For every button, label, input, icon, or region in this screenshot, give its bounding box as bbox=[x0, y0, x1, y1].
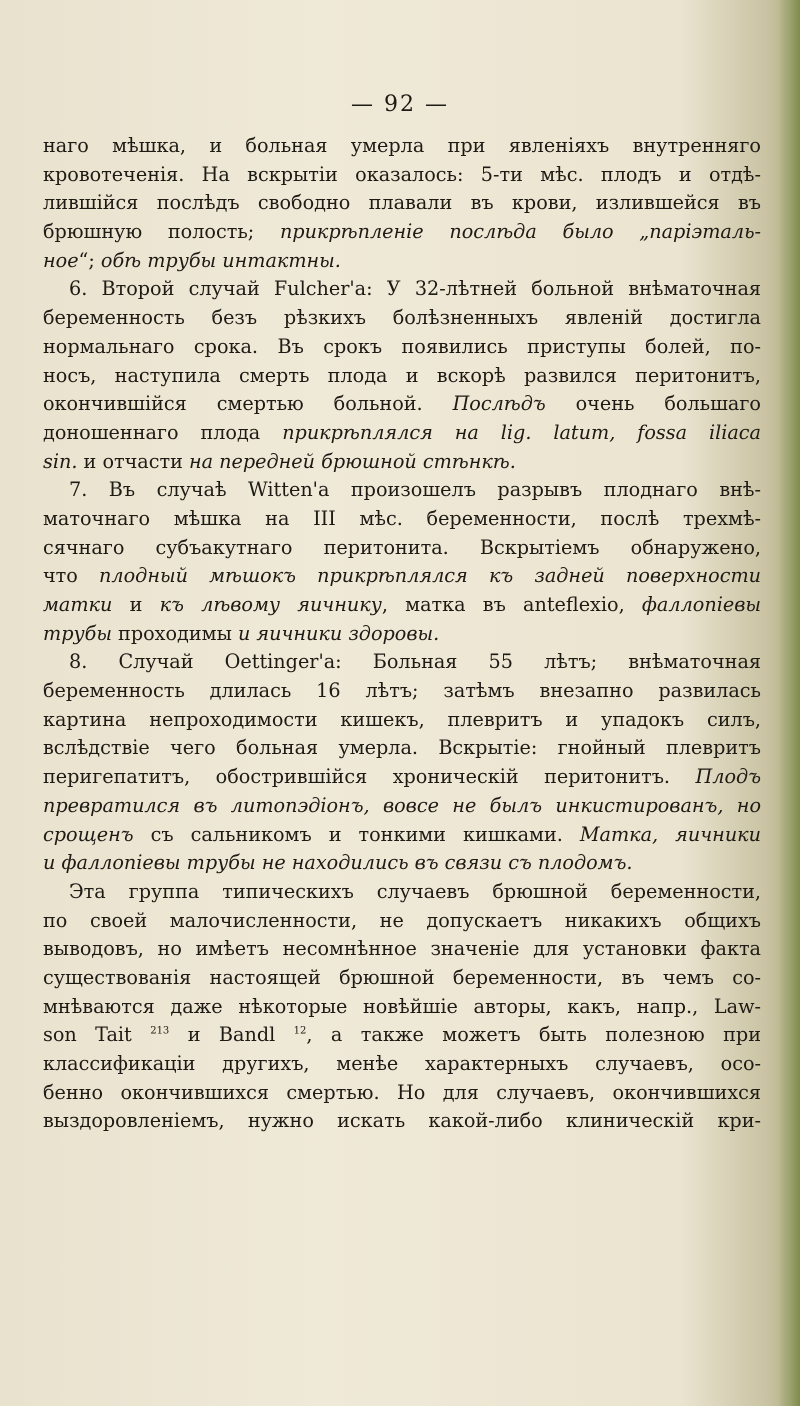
italic-text: sin. bbox=[43, 449, 78, 473]
text-line bbox=[43, 677, 761, 706]
text-line bbox=[43, 964, 761, 993]
text-line bbox=[43, 534, 761, 563]
text-run: мнѣваются даже нѣкоторые новѣйшіе авторы, какъ, напр., Law- bbox=[43, 994, 761, 1018]
text-run: нормальнаго срока. Въ срокъ появились приступы болей, по- bbox=[43, 334, 761, 358]
text-run: носъ, наступила смерть плода и вскорѣ развился перитонитъ, bbox=[43, 363, 761, 387]
text-line bbox=[43, 935, 761, 964]
text-line bbox=[43, 792, 761, 821]
text-run: , а также можетъ быть полезною при bbox=[306, 1023, 761, 1047]
text-line bbox=[43, 878, 761, 907]
italic-text: на передней брюшной стѣнкѣ. bbox=[188, 449, 516, 473]
text-run: существованія настоящей брюшной беременности, въ чемъ со- bbox=[43, 965, 761, 989]
italic-text: Послѣдъ bbox=[452, 392, 546, 416]
italic-text: срощенъ bbox=[43, 822, 134, 846]
text-run: 6. Второй случай Fulcher'а: У 32-лѣтней больной внѣматочная bbox=[69, 277, 761, 301]
text-run: картина непроходимости кишекъ, плевритъ и упадокъ силъ, bbox=[43, 707, 761, 731]
text-run: лившійся послѣдъ свободно плавали въ крови, излившейся въ bbox=[43, 191, 761, 215]
text-run: что bbox=[43, 564, 100, 588]
text-run: окончившійся смертью больной. bbox=[43, 392, 453, 416]
text-run: доношеннаго плода bbox=[43, 420, 283, 444]
text-run: Эта группа типическихъ случаевъ брюшной беременности, bbox=[69, 879, 761, 903]
text-line bbox=[43, 505, 761, 534]
text-line bbox=[43, 362, 761, 391]
page-edge-shadow bbox=[778, 0, 800, 1406]
text-run: и Bandl bbox=[169, 1023, 294, 1047]
text-run: “; bbox=[78, 248, 101, 272]
text-run: вслѣдствіе чего больная умерла. Вскрытіе: гнойный плевритъ bbox=[43, 736, 761, 760]
text-run: 7. Въ случаѣ Witten'а произошелъ разрывъ плоднаго внѣ- bbox=[69, 478, 761, 502]
text-run: брюшную полость; bbox=[43, 220, 280, 244]
text-line bbox=[43, 648, 761, 677]
text-run: наго мѣшка, и больная умерла при явленіяхъ внутренняго bbox=[43, 134, 761, 157]
italic-text: и фаллопіевы трубы не находились въ связи съ плодомъ. bbox=[43, 851, 633, 875]
text-run: по своей малочисленности, не допускаетъ никакихъ общихъ bbox=[43, 908, 761, 932]
text-run: кровотеченія. На вскрытіи оказалось: 5-ти мѣс. плодъ и отдѣ- bbox=[43, 162, 761, 186]
text-line bbox=[43, 821, 761, 850]
italic-text: матки bbox=[43, 593, 113, 616]
text-line bbox=[43, 1050, 761, 1079]
text-line bbox=[43, 620, 761, 649]
text-line bbox=[43, 1079, 761, 1108]
text-line bbox=[43, 1107, 761, 1136]
text-line bbox=[43, 218, 761, 247]
text-line bbox=[43, 476, 761, 505]
text-line bbox=[43, 247, 761, 276]
text-run: проходимы bbox=[111, 621, 238, 645]
text-line bbox=[43, 161, 761, 190]
text-run: беременность безъ рѣзкихъ болѣзненныхъ явленій достигла bbox=[43, 306, 761, 330]
text-run: перигепатитъ, обострившійся хроническій перитонитъ. bbox=[43, 765, 696, 789]
text-line bbox=[43, 591, 761, 620]
italic-text: прикрѣплялся на lig. latum, fossa iliaca bbox=[282, 420, 761, 444]
text-run: выздоровленіемъ, нужно искать какой-либо клиническій кри- bbox=[43, 1109, 761, 1133]
italic-text: Плодъ bbox=[695, 765, 761, 789]
text-run: и отчасти bbox=[77, 449, 189, 473]
text-run: son Tait bbox=[43, 1023, 151, 1047]
text-run: классификаціи другихъ, менѣе характерныхъ случаевъ, осо- bbox=[43, 1052, 761, 1075]
italic-text: обѣ трубы интактны. bbox=[100, 248, 341, 272]
text-line bbox=[43, 390, 761, 419]
text-line bbox=[43, 132, 761, 161]
text-line bbox=[43, 448, 761, 477]
text-line bbox=[43, 304, 761, 333]
text-line bbox=[43, 849, 761, 878]
text-line bbox=[43, 189, 761, 218]
italic-text: плодный мѣшокъ прикрѣплялся къ задней поверхности bbox=[99, 564, 761, 588]
text-line bbox=[43, 419, 761, 448]
text-line bbox=[43, 1021, 761, 1050]
italic-text: превратился въ литопэдіонъ, вовсе не былъ инкистированъ, но bbox=[43, 793, 761, 817]
italic-text: и яичники здоровы. bbox=[237, 621, 440, 645]
citation-superscript: 12 bbox=[293, 1025, 307, 1037]
text-line bbox=[43, 275, 761, 304]
italic-text: прикрѣпленіе послѣда было „паріэталь- bbox=[279, 220, 761, 244]
italic-text: трубы bbox=[43, 621, 112, 645]
text-run: очень большаго bbox=[545, 392, 761, 416]
text-run: бенно окончившихся смертью. Но для случаевъ, окончившихся bbox=[43, 1080, 761, 1104]
italic-text: фаллопіевы bbox=[641, 593, 761, 616]
text-run: съ сальникомъ и тонкими кишками. bbox=[133, 822, 580, 846]
italic-text: Матка, яичники bbox=[579, 822, 761, 846]
citation-superscript: 213 bbox=[150, 1025, 170, 1037]
text-line bbox=[43, 907, 761, 936]
text-run: маточнаго мѣшка на III мѣс. беременности, послѣ трехмѣ- bbox=[43, 506, 761, 530]
text-run: , матка въ anteflexio, bbox=[381, 593, 642, 616]
page-number: — 92 — bbox=[351, 92, 449, 117]
text-line bbox=[43, 993, 761, 1022]
text-line bbox=[43, 734, 761, 763]
text-line bbox=[43, 706, 761, 735]
body-text bbox=[43, 132, 761, 1136]
text-run: беременность длилась 16 лѣтъ; затѣмъ внезапно развилась bbox=[43, 679, 761, 703]
text-run: 8. Случай Oettinger'а: Больная 55 лѣтъ; внѣматочная bbox=[69, 650, 761, 674]
italic-text: къ лѣвому яичнику bbox=[159, 593, 382, 616]
italic-text: ное bbox=[43, 248, 79, 272]
text-run: и bbox=[112, 593, 160, 616]
text-run: выводовъ, но имѣетъ несомнѣнное значеніе для установки факта bbox=[43, 937, 761, 961]
text-line bbox=[43, 763, 761, 792]
text-run: сячнаго субъакутнаго перитонита. Вскрытіемъ обнаружено, bbox=[43, 535, 761, 559]
text-line bbox=[43, 333, 761, 362]
text-line bbox=[43, 562, 761, 591]
